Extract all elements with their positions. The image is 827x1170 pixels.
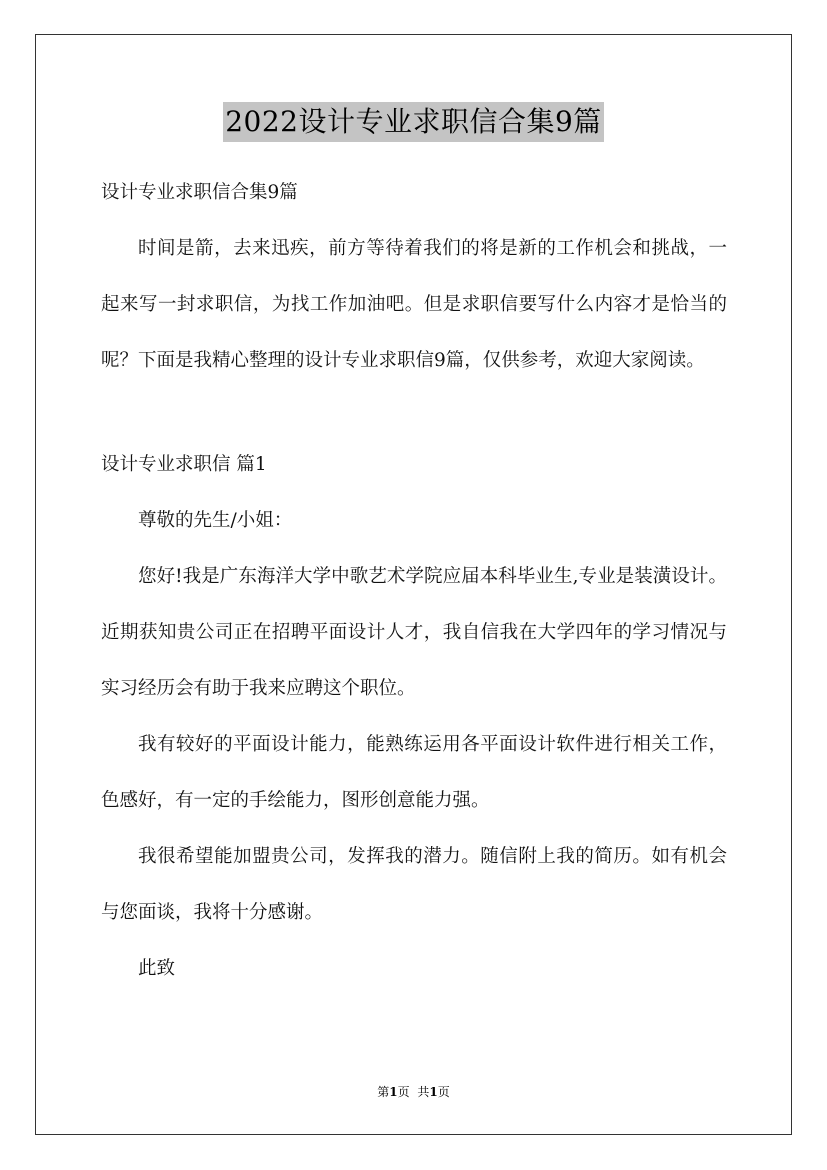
section-heading: 设计专业求职信 篇1 (101, 454, 267, 475)
closing-line: 此致 (138, 958, 176, 979)
page-suffix: 页 (397, 1085, 410, 1099)
body-paragraph: 您好!我是广东海洋大学中歌艺术学院应届本科毕业生,专业是装潢设计。近期获知贵公司正在招聘平面设计人才，我自信我在大学四年的学习情况与实习经历会有助于我来应聘这个职位。 (101, 566, 727, 699)
page-footer (0, 1083, 827, 1101)
page-prefix: 第 (377, 1085, 390, 1099)
body-paragraph: 我有较好的平面设计能力，能熟练运用各平面设计软件进行相关工作，色感好，有一定的手绘能力，图形创意能力强。 (101, 734, 727, 811)
salutation: 尊敬的先生/小姐： (138, 510, 293, 531)
total-pages: 1 (429, 1085, 438, 1099)
total-prefix: 共 (417, 1085, 430, 1099)
intro-paragraph: 时间是箭，去来迅疾，前方等待着我们的将是新的工作机会和挑战，一起来写一封求职信，为找工作加油吧。但是求职信要写什么内容才是恰当的呢？下面是我精心整理的设计专业求职信9篇，仅供参考，欢迎大家阅读。 (101, 238, 727, 371)
document-title: 2022设计专业求职信合集9篇 (223, 102, 604, 142)
title-wrap (0, 102, 827, 142)
document-subtitle: 设计专业求职信合集9篇 (101, 182, 298, 203)
body-paragraph: 我很希望能加盟贵公司，发挥我的潜力。随信附上我的简历。如有机会与您面谈，我将十分感谢。 (101, 846, 727, 923)
document-body (101, 165, 727, 997)
page-number: 1 (389, 1085, 398, 1099)
total-suffix: 页 (437, 1085, 450, 1099)
section-gap (101, 389, 727, 437)
